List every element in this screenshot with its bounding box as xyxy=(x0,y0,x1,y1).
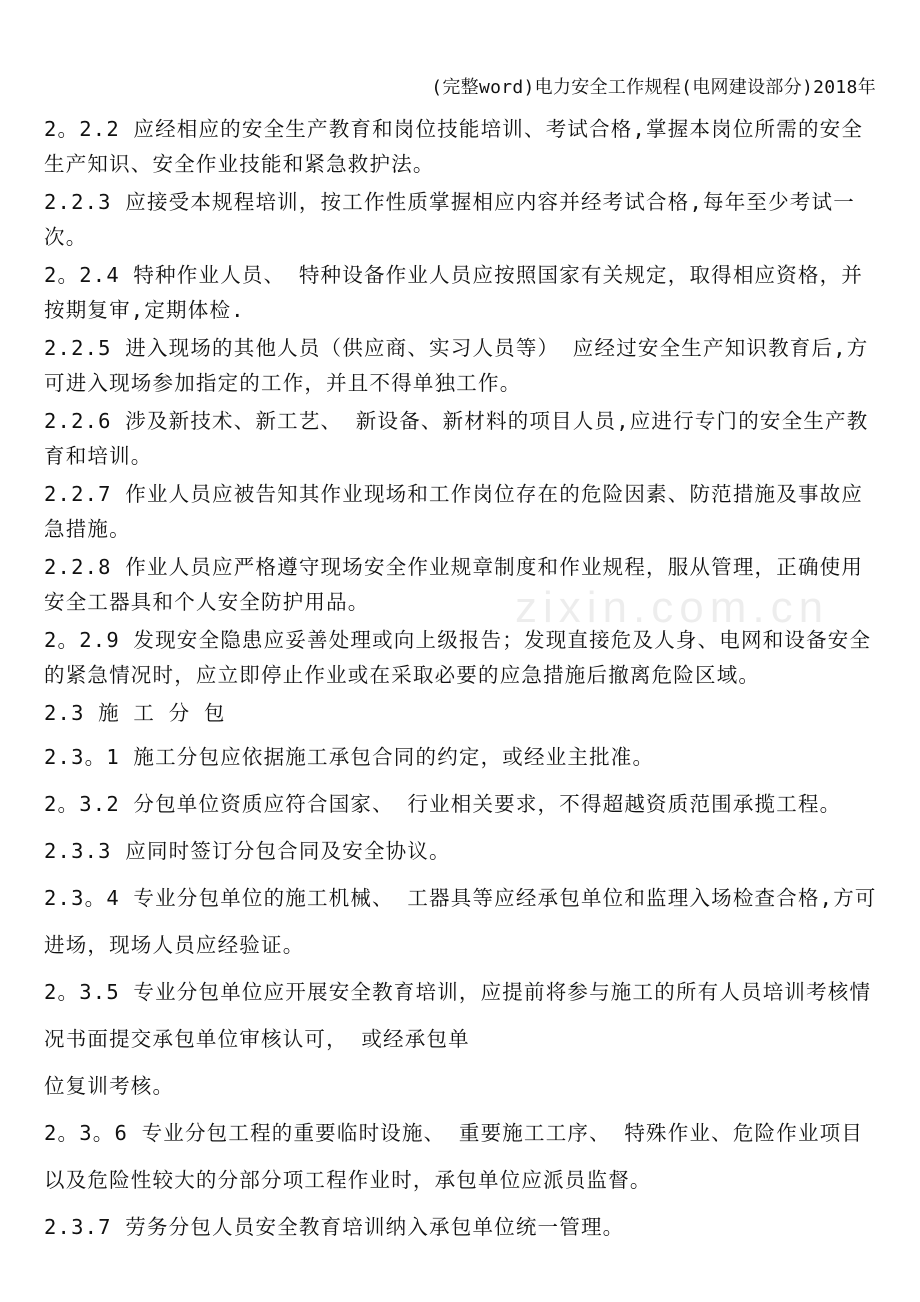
clause-2-2-5: 2.2.5 进入现场的其他人员（供应商、实习人员等） 应经过安全生产知识教育后,方可进入现场参加指定的工作，并且不得单独工作。 xyxy=(44,336,869,395)
document-body xyxy=(44,112,880,1251)
watermark-text: zixin.com.cn xyxy=(515,583,830,632)
clause-2-3-5-continued: 位复训考核。 xyxy=(44,1074,175,1098)
clause-2-2-4: 2。2.4 特种作业人员、 特种设备作业人员应按照国家有关规定，取得相应资格，并按期复审,定期体检. xyxy=(44,263,864,322)
clause-2-3-7: 2.3.7 劳务分包人员安全教育培训纳入承包单位统一管理。 xyxy=(44,1215,625,1239)
clause-2-2-8: 2.2.8 作业人员应严格遵守现场安全作业规章制度和作业规程，服从管理，正确使用安全工器具和个人安全防护用品。 xyxy=(44,555,864,614)
clause-2-2-9: 2。2.9 发现安全隐患应妥善处理或向上级报告；发现直接危及人身、电网和设备安全的紧急情况时，应立即停止作业或在采取必要的应急措施后撤离危险区域。 xyxy=(44,628,872,687)
clause-2-3-1: 2.3。1 施工分包应依据施工承包合同的约定，或经业主批准。 xyxy=(44,745,655,769)
clause-2-2-3: 2.2.3 应接受本规程培训，按工作性质掌握相应内容并经考试合格,每年至少考试一次。 xyxy=(44,190,855,249)
clause-2-3-3: 2.3.3 应同时签订分包合同及安全协议。 xyxy=(44,839,451,863)
clause-2-3-6: 2。3。6 专业分包工程的重要临时设施、 重要施工工序、 特殊作业、危险作业项目以及危险性较大的分部分项工程作业时，承包单位应派员监督。 xyxy=(44,1121,864,1192)
clause-2-3-2: 2。3.2 分包单位资质应符合国家、 行业相关要求，不得超越资质范围承揽工程。 xyxy=(44,792,842,816)
clause-2-3-4: 2.3。4 专业分包单位的施工机械、 工器具等应经承包单位和监理入场检查合格,方可进场，现场人员应经验证。 xyxy=(44,886,877,957)
section-heading-2-3: 2.3 施 工 分 包 xyxy=(44,701,226,725)
clause-2-2-7: 2.2.7 作业人员应被告知其作业现场和工作岗位存在的危险因素、防范措施及事故应急措施。 xyxy=(44,482,864,541)
clause-2-2-2: 2。2.2 应经相应的安全生产教育和岗位技能培训、考试合格,掌握本岗位所需的安全生产知识、安全作业技能和紧急救护法。 xyxy=(44,117,864,176)
clause-2-2-6: 2.2.6 涉及新技术、新工艺、 新设备、新材料的项目人员,应进行专门的安全生产教育和培训。 xyxy=(44,409,869,468)
clause-2-3-5: 2。3.5 专业分包单位应开展安全教育培训，应提前将参与施工的所有人员培训考核情况书面提交承包单位审核认可， 或经承包单 xyxy=(44,980,872,1051)
page-header-title: (完整word)电力安全工作规程(电网建设部分)2018年 xyxy=(431,77,876,98)
